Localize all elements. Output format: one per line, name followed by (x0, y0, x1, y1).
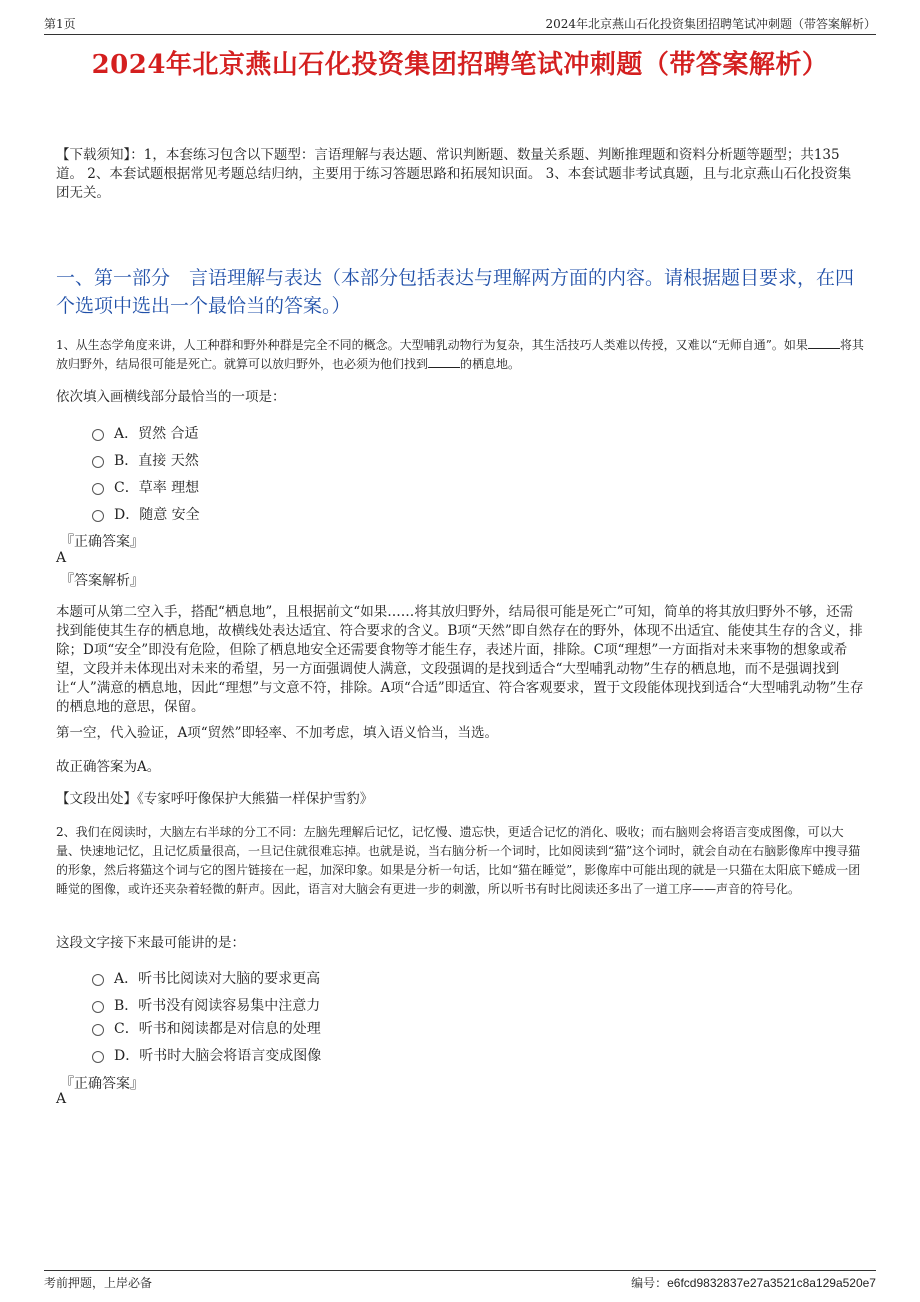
correct-answer: A (56, 1091, 67, 1107)
option-label: A．贸然 合适 (114, 426, 199, 442)
document-title: 2024年北京燕山石化投资集团招聘笔试冲刺题（带答案解析） (91, 50, 829, 80)
question-1-part-a: 1、从生态学角度来讲，人工种群和野外种群是完全不同的概念。大型哺乳动物行为复杂，其生活技巧人类难以传授，又难以“无师自通”。如果 (56, 338, 808, 352)
page-header (44, 14, 876, 35)
fill-blank-1 (808, 336, 840, 349)
option-label: D．随意 安全 (114, 507, 200, 523)
question-1-option-c[interactable] (92, 477, 199, 497)
question-1-option-d[interactable] (92, 504, 200, 524)
correct-answer: A (56, 550, 67, 566)
correct-answer-label: 『正确答案』 (60, 534, 144, 550)
radio-icon[interactable] (92, 1001, 104, 1013)
radio-icon[interactable] (92, 510, 104, 522)
question-1-part-c: 的栖息地。 (460, 357, 521, 371)
radio-icon[interactable] (92, 429, 104, 441)
footer-serial: 编号：e6fcd9832837e27a3521c8a129a520e7 (631, 1275, 876, 1290)
option-label: A．听书比阅读对大脑的要求更高 (114, 971, 321, 987)
option-label: D．听书时大脑会将语言变成图像 (114, 1048, 322, 1064)
download-notice: 【下载须知】：1，本套练习包含以下题型：言语理解与表达题、常识判断题、数量关系题、判断推理题和资料分析题等题型；共135道。 2、本套试题根据常见考题总结归纳，主要用于练习答题思路和拓展知识面。 3、本套试题非考试真题，且与北京燕山石化投资集团无关。 (56, 147, 852, 201)
radio-icon[interactable] (92, 1024, 104, 1036)
question-2-option-d[interactable] (92, 1045, 321, 1065)
question-1-option-b[interactable] (92, 450, 199, 470)
analysis-paragraph-3: 故正确答案为A。 (56, 759, 161, 775)
option-label: B．直接 天然 (114, 453, 199, 469)
question-2-option-b[interactable] (92, 995, 320, 1015)
analysis-paragraph-1: 本题可从第二空入手，搭配“栖息地”，且根据前文“如果……将其放归野外，结局很可能是死亡”可知，简单的将其放归野外不够，还需找到能使其生存的栖息地，故横线处表达适宜、符合要求的含义。B项“天然”即自然存在的野外，体现不出适宜、能使其生存的含义，排除；D项“安全”即没有危险，但除了栖息地安全还需要食物等才能生存，表述片面，排除。C项“理想”一方面指对未来事物的想象或希望，文段并未体现出对未来的希望，另一方面强调使人满意，文段强调的是找到适合“大型哺乳动物”生存的栖息地，而不是强调找到让“人”满意的栖息地，因此“理想”与文意不符，排除。A项“合适”即适宜、符合客观要求，置于文段能体现找到适合“大型哺乳动物”生存的栖息地的意思，保留。 (56, 604, 864, 715)
option-label: B．听书没有阅读容易集中注意力 (114, 998, 321, 1014)
radio-icon[interactable] (92, 456, 104, 468)
option-label: C．听书和阅读都是对信息的处理 (114, 1021, 321, 1037)
fill-blank-2 (428, 355, 460, 368)
option-label: C．草率 理想 (114, 480, 200, 496)
radio-icon[interactable] (92, 483, 104, 495)
page-footer (44, 1270, 876, 1291)
analysis-paragraph-2: 第一空，代入验证，A项“贸然”即轻率、不加考虑，填入语义恰当，当选。 (56, 725, 499, 741)
question-1-part-b: 将其放归野外，结局很可能是死亡。就算可以放归野外，也必须为他们找到 (56, 338, 864, 371)
header-doc-title: 2024年北京燕山石化投资集团招聘笔试冲刺题（带答案解析） (545, 17, 876, 31)
footer-slogan: 考前押题，上岸必备 (44, 1275, 153, 1290)
text-source: 【文段出处】《专家呼吁像保护大熊猫一样保护雪豹》 (56, 791, 374, 807)
section-title: 一、第一部分 言语理解与表达（本部分包括表达与理解两方面的内容。请根据题目要求，在四个选项中选出一个最恰当的答案。） (56, 267, 855, 317)
correct-answer-label: 『正确答案』 (60, 1076, 144, 1092)
radio-icon[interactable] (92, 1051, 104, 1063)
page-number: 第1页 (44, 17, 76, 31)
question-2-option-a[interactable] (92, 968, 320, 988)
question-1-prompt: 依次填入画横线部分最恰当的一项是： (56, 389, 286, 405)
question-1-text (56, 336, 864, 374)
question-2-option-c[interactable] (92, 1018, 321, 1038)
question-2-prompt: 这段文字接下来最可能讲的是： (56, 935, 245, 951)
question-2-text: 2、我们在阅读时，大脑左右半球的分工不同：左脑先理解后记忆，记忆慢、遗忘快，更适合记忆的消化、吸收；而右脑则会将语言变成图像，可以大量、快速地记忆，且记忆质量很高，一旦记住就很难忘掉。也就是说，当右脑分析一个词时，比如阅读到“猫”这个词时，就会自动在右脑影像库中搜寻猫的形象，然后将猫这个词与它的图片链接在一起，加深印象。如果是分析一句话，比如“猫在睡觉”，影像库中可能出现的就是一只猫在太阳底下蜷成一团睡觉的图像，或许还夹杂着轻微的鼾声。因此，语言对大脑会有更进一步的刺激，所以听书有时比阅读还多出了一道工序——声音的符号化。 (56, 825, 861, 896)
question-1-option-a[interactable] (92, 423, 199, 443)
analysis-label: 『答案解析』 (60, 573, 144, 589)
radio-icon[interactable] (92, 974, 104, 986)
